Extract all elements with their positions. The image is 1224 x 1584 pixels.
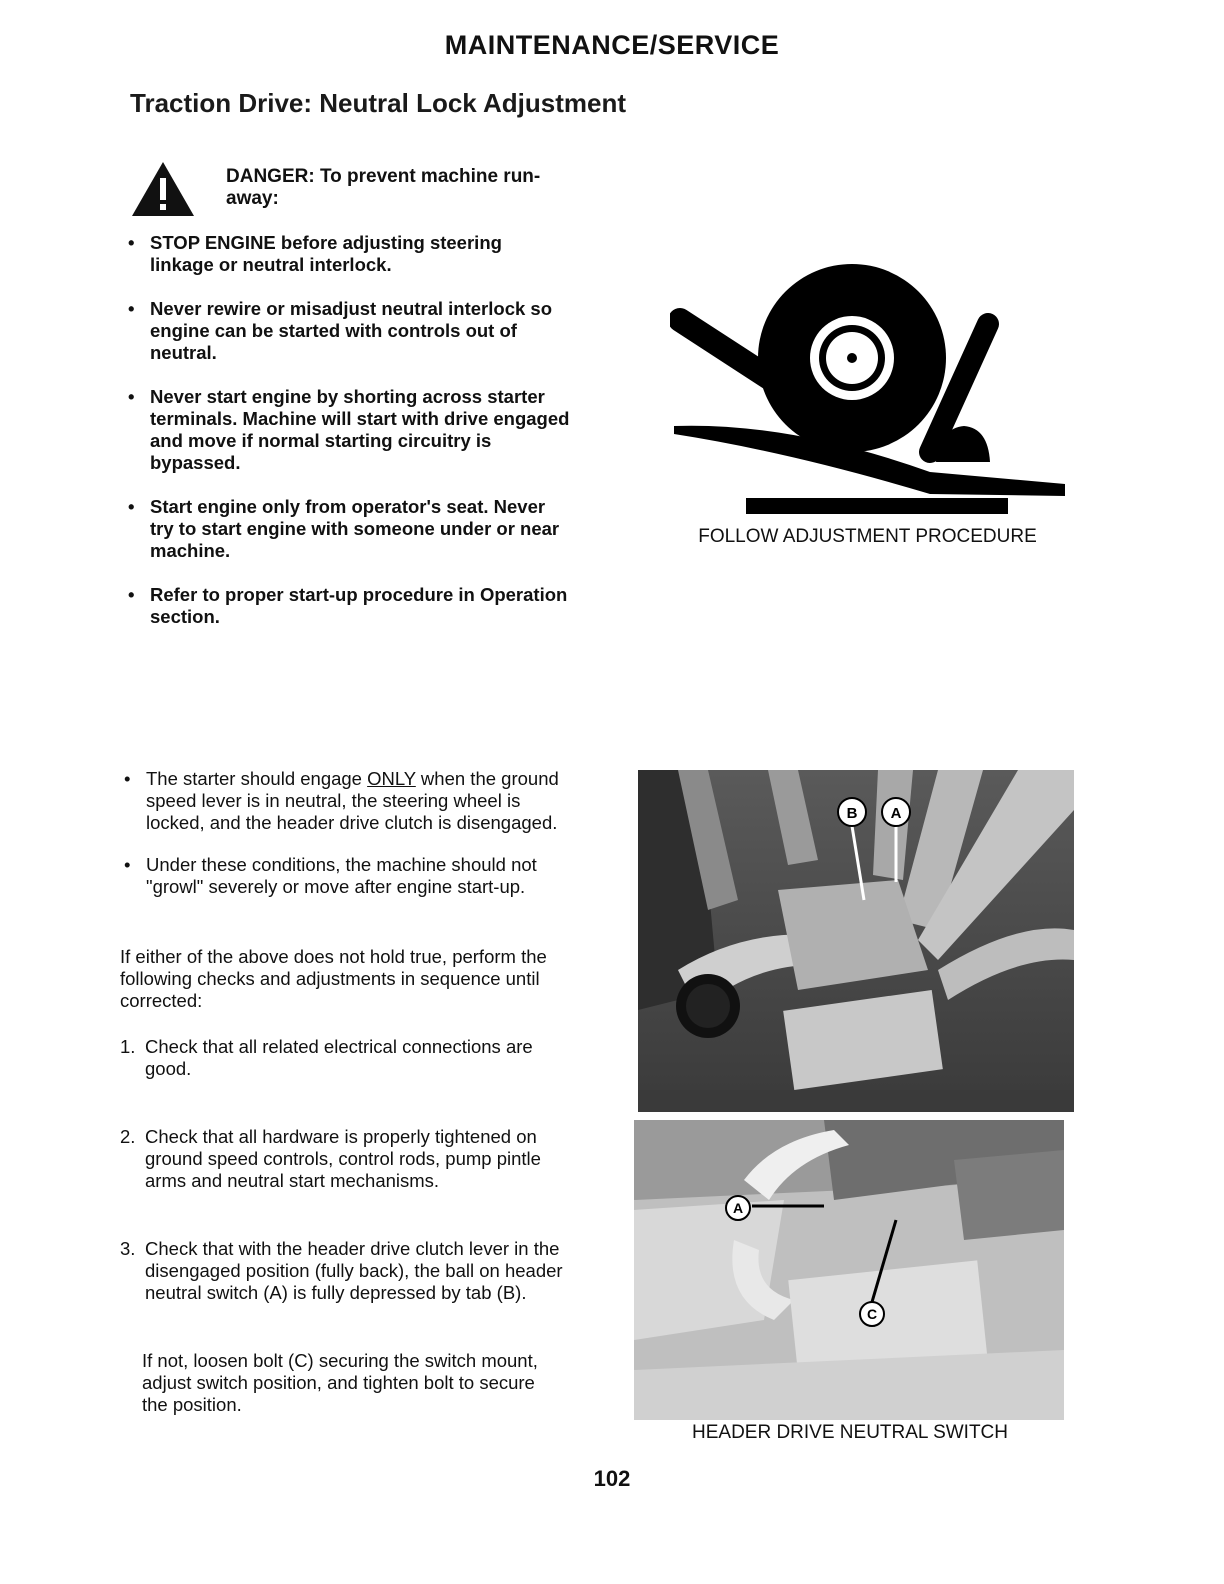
bullet: • bbox=[124, 768, 131, 789]
photo-label-a: A bbox=[890, 805, 902, 822]
step-text: Check that with the header drive clutch lever in the disengaged position (fully back), the ball on header neutral switch (A) is fully depressed by tab (B). bbox=[145, 1238, 563, 1303]
photo-label-a: A bbox=[732, 1200, 744, 1216]
photo-label-c: C bbox=[866, 1306, 878, 1322]
list-item bbox=[124, 768, 564, 834]
bullet: • bbox=[128, 584, 135, 605]
warning-rewire: Never rewire or misadjust neutral interlock so engine can be started with controls out of neutral. bbox=[150, 298, 553, 363]
list-item bbox=[124, 854, 564, 898]
step-list bbox=[120, 1036, 564, 1080]
condition-starter-before: The starter should engage bbox=[146, 768, 368, 789]
bullet: • bbox=[128, 496, 135, 517]
step-2 bbox=[120, 1126, 564, 1192]
danger-text: DANGER: To prevent machine run-away: bbox=[226, 166, 541, 209]
condition-starter-after: when the ground speed lever is in neutral, the steering wheel is locked, and the header drive clutch is disengaged. bbox=[146, 768, 559, 833]
bullet: • bbox=[128, 298, 135, 319]
step-text: Check that all related electrical connections are good. bbox=[145, 1036, 533, 1079]
step-number: 3. bbox=[120, 1238, 136, 1259]
condition-list bbox=[124, 768, 564, 918]
switch-photo-top bbox=[638, 770, 1074, 1112]
step-3-note: If not, loosen bolt (C) securing the switch mount, adjust switch position, and tighten bolt to secure the position. bbox=[142, 1350, 538, 1415]
step-3 bbox=[120, 1238, 564, 1304]
bullet: • bbox=[128, 232, 135, 253]
step-1 bbox=[120, 1036, 564, 1080]
warning-operator-seat: Start engine only from operator's seat. Never try to start engine with someone under or near machine. bbox=[150, 496, 560, 561]
list-item bbox=[128, 232, 570, 276]
illustration-caption: FOLLOW ADJUSTMENT PROCEDURE bbox=[698, 526, 1037, 547]
warning-triangle-icon bbox=[130, 160, 196, 218]
list-item bbox=[128, 386, 570, 474]
photo-label-b: B bbox=[846, 805, 858, 822]
bullet: • bbox=[128, 386, 135, 407]
warning-shorting: Never start engine by shorting across starter terminals. Machine will start with drive engaged and move if normal starting circuitry is bypassed. bbox=[150, 386, 570, 473]
page-number: 102 bbox=[593, 1466, 631, 1491]
warning-startup-procedure: Refer to proper start-up procedure in Operation section. bbox=[150, 584, 568, 627]
condition-growl: Under these conditions, the machine should not "growl" severely or move after engine start-up. bbox=[146, 854, 537, 897]
list-item bbox=[128, 584, 570, 628]
step-number: 1. bbox=[120, 1036, 136, 1057]
step-list bbox=[120, 1238, 564, 1304]
warning-list bbox=[128, 232, 570, 650]
list-item bbox=[128, 298, 570, 364]
condition-emphasis: ONLY bbox=[367, 768, 416, 789]
switch-photo-bottom bbox=[634, 1120, 1064, 1420]
section-header: MAINTENANCE/SERVICE bbox=[444, 30, 780, 60]
step-number: 2. bbox=[120, 1126, 136, 1147]
hand-on-wheel-icon bbox=[670, 262, 1070, 526]
intro-paragraph: If either of the above does not hold true, perform the following checks and adjustments in sequence until corrected: bbox=[120, 946, 547, 1011]
photo-caption: HEADER DRIVE NEUTRAL SWITCH bbox=[692, 1422, 1008, 1443]
bullet: • bbox=[124, 854, 131, 875]
page-title: Traction Drive: Neutral Lock Adjustment bbox=[130, 88, 627, 118]
list-item bbox=[128, 496, 570, 562]
step-list bbox=[120, 1126, 564, 1192]
warning-stop-engine: STOP ENGINE before adjusting steering linkage or neutral interlock. bbox=[150, 232, 502, 275]
step-text: Check that all hardware is properly tightened on ground speed controls, control rods, pump pintle arms and neutral start mechanisms. bbox=[145, 1126, 541, 1191]
